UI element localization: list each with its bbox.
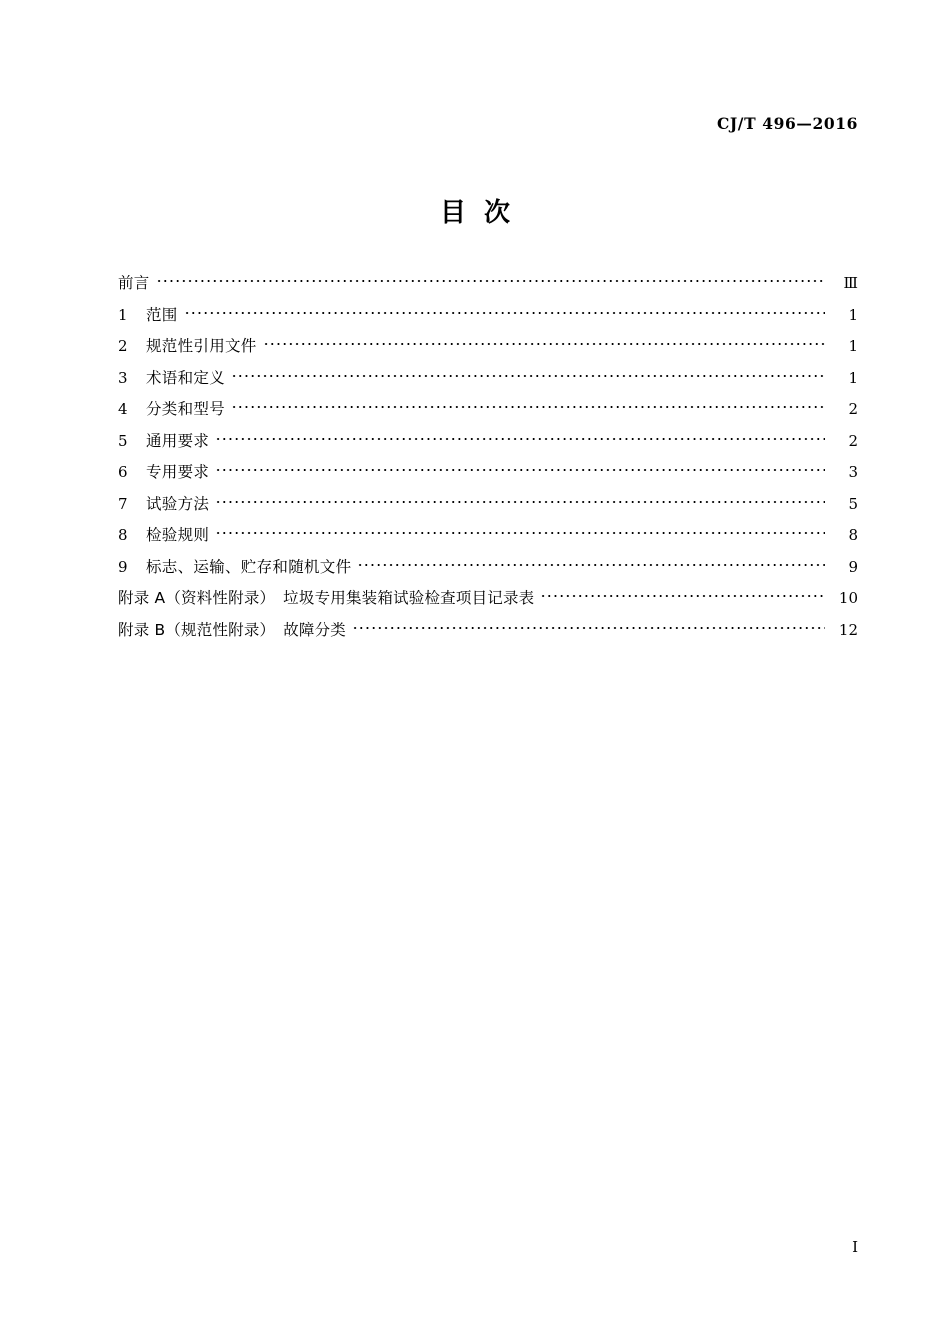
toc-entry-number: 6 (118, 463, 128, 481)
toc-entry-page-number: 3 (848, 463, 858, 481)
toc-entry-label: 范围 (146, 305, 178, 324)
toc-entry-page-number: 1 (848, 337, 858, 355)
toc-entry-label: 检验规则 (146, 526, 210, 544)
toc-dot-leader (352, 617, 825, 635)
toc-dot-leader (215, 522, 825, 540)
table-of-contents (118, 268, 858, 646)
toc-entry[interactable] (118, 489, 858, 521)
toc-entry[interactable] (118, 268, 858, 300)
toc-dot-leader (231, 365, 825, 383)
toc-entry-label: 试验方法 (146, 494, 210, 513)
toc-entry[interactable] (118, 331, 858, 363)
toc-dot-leader (231, 396, 825, 414)
toc-entry-page-number: 12 (838, 620, 858, 639)
toc-entry-page-number: 8 (848, 526, 858, 544)
toc-entry[interactable] (118, 300, 858, 332)
toc-entry-label: 分类和型号 (146, 400, 226, 418)
toc-entry-page-number: 9 (848, 557, 858, 576)
toc-entry-label: 前言 (118, 274, 150, 292)
toc-entry[interactable] (118, 363, 858, 395)
toc-dot-leader (184, 302, 825, 320)
toc-entry-label: 附录 A（资料性附录） 垃圾专用集装箱试验检查项目记录表 (118, 589, 535, 607)
toc-entry-page-number: 1 (848, 368, 858, 387)
toc-dot-leader (263, 333, 825, 351)
toc-dot-leader (215, 428, 825, 446)
toc-entry[interactable] (118, 615, 858, 647)
toc-dot-leader (540, 585, 825, 603)
toc-dot-leader (357, 554, 825, 572)
toc-entry[interactable] (118, 520, 858, 552)
toc-entry-number: 4 (118, 400, 128, 418)
footer-page-number: Ⅰ (852, 1238, 858, 1256)
toc-entry-label: 专用要求 (146, 463, 210, 481)
toc-entry-page-number: 10 (838, 589, 858, 607)
page-title: 目次 (439, 198, 528, 228)
toc-dot-leader (215, 459, 825, 477)
toc-dot-leader (156, 270, 825, 288)
toc-entry-label: 附录 B（规范性附录） 故障分类 (118, 620, 347, 639)
toc-entry[interactable] (118, 426, 858, 458)
toc-entry[interactable] (118, 457, 858, 489)
toc-entry-number: 8 (118, 526, 128, 544)
toc-entry-label: 规范性引用文件 (146, 337, 257, 355)
toc-entry-number: 7 (118, 494, 128, 513)
running-header-standard-code: CJ/T 496—2016 (716, 114, 858, 133)
toc-entry-number: 1 (118, 305, 128, 324)
toc-entry-page-number: 1 (848, 305, 858, 324)
toc-entry[interactable] (118, 394, 858, 426)
toc-entry-label: 术语和定义 (146, 368, 226, 387)
toc-entry-number: 2 (118, 337, 128, 355)
toc-entry-number: 5 (118, 431, 128, 450)
toc-entry-page-number: 2 (848, 431, 858, 450)
toc-dot-leader (215, 491, 825, 509)
toc-entry-number: 3 (118, 368, 128, 387)
toc-entry-page-number: 5 (848, 494, 858, 513)
toc-entry[interactable] (118, 583, 858, 615)
toc-entry-label: 通用要求 (146, 431, 210, 450)
toc-entry-page-number: Ⅲ (843, 274, 858, 292)
toc-entry-page-number: 2 (848, 400, 858, 418)
toc-entry[interactable] (118, 552, 858, 584)
toc-entry-number: 9 (118, 557, 128, 576)
toc-entry-label: 标志、运输、贮存和随机文件 (146, 557, 352, 576)
